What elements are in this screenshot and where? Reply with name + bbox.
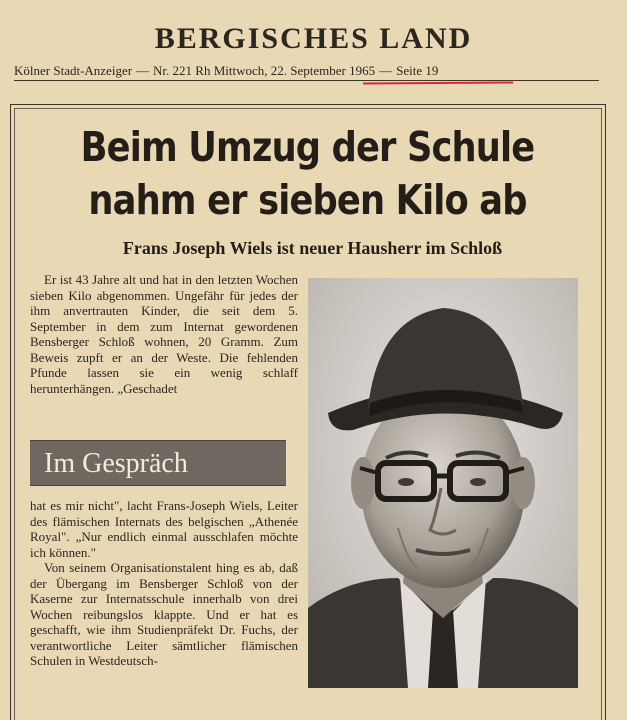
headline-line-2: nahm er sieben Kilo ab — [88, 176, 527, 224]
dateline-issue: Nr. 221 — [153, 63, 193, 78]
dateline-paper: Kölner Stadt-Anzeiger — [14, 63, 133, 78]
portrait-photo-icon — [308, 278, 578, 688]
dateline: Kölner Stadt-Anzeiger — Nr. 221 Rh Mittwoch, 22. September 1965 — Seite 19 — [14, 63, 439, 78]
paragraph-1: Er ist 43 Jahre alt und hat in den letzten Wochen sieben Kilo abgenommen. Ungefähr für jedes der ihm anvertrauten Kinder, die seit dem 5. September in dem zum Internat gewordenen Bensberger Schloß wohnen, 20 Gramm. Zum Beweis zupft er an der Weste. Die fehlenden Pfunde lassen sie ein wenig schlaff herunterhängen. „Geschadet — [30, 272, 298, 396]
headline — [60, 121, 555, 227]
paragraph-2: Von seinem Organisationstalent hing es ab, daß der Übergang im Bensberger Schloß von der Kaserne zur Internatsschule innerhalb von drei Wochen reibungslos klappte. Und er hat es geschafft, wie ihm Studienpräfekt Dr. Fuchs, der verantwortliche Leiter sämtlicher flämischen Schulen in Westdeutsch- — [30, 560, 298, 668]
article-body-bottom — [30, 498, 298, 669]
dateline-place: Rh — [195, 63, 211, 78]
column-label-box — [30, 440, 286, 486]
red-pen-underline — [363, 81, 513, 84]
paragraph-1-continued: hat es mir nicht", lacht Frans-Joseph Wiels, Leiter des flämischen Internats des belgischen „Athenée Royal". „Nur endlich einmal ausschlafen möchte ich können." — [30, 498, 298, 560]
column-label: Im Gespräch — [44, 448, 188, 479]
dateline-page: Seite 19 — [396, 63, 439, 78]
article-body-top — [30, 272, 298, 396]
headline-line-1: Beim Umzug der Schule — [80, 123, 535, 171]
subheadline: Frans Joseph Wiels ist neuer Hausherr im Schloß — [122, 238, 503, 258]
masthead-title: BERGISCHES LAND — [154, 22, 473, 55]
dateline-date: Mittwoch, 22. September 1965 — [213, 63, 376, 78]
